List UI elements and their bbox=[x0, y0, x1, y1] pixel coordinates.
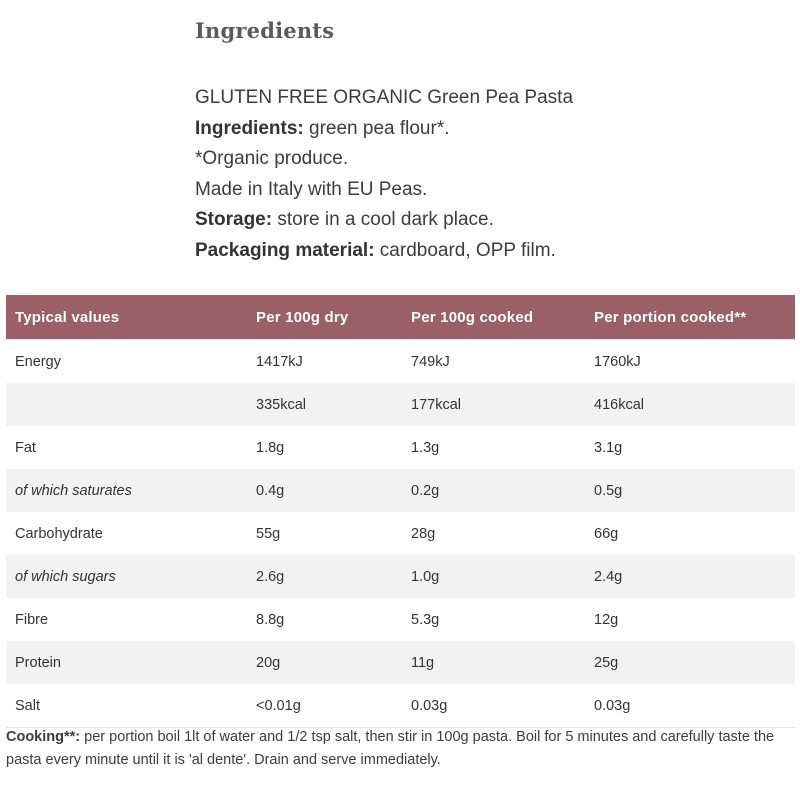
value-dry: 1.8g bbox=[247, 426, 402, 469]
nutrition-table bbox=[6, 295, 795, 728]
nutrition-header-row bbox=[6, 295, 795, 340]
table-row bbox=[6, 383, 795, 426]
value-cooked: 11g bbox=[402, 641, 585, 684]
table-row bbox=[6, 469, 795, 512]
row-label: of which saturates bbox=[6, 469, 247, 512]
header-typical-values: Typical values bbox=[6, 295, 247, 340]
storage-value: store in a cool dark place. bbox=[272, 209, 494, 231]
value-portion: 0.03g bbox=[585, 684, 795, 728]
row-label: Carbohydrate bbox=[6, 512, 247, 555]
table-row bbox=[6, 426, 795, 469]
ingredients-label: Ingredients: bbox=[195, 117, 304, 139]
header-per-100g-dry: Per 100g dry bbox=[247, 295, 402, 340]
value-cooked: 177kcal bbox=[402, 383, 585, 426]
value-portion: 1760kJ bbox=[585, 340, 795, 384]
value-dry: 20g bbox=[247, 641, 402, 684]
row-label bbox=[6, 383, 247, 426]
value-cooked: 1.0g bbox=[402, 555, 585, 598]
row-label: Fibre bbox=[6, 598, 247, 641]
cooking-text: per portion boil 1lt of water and 1/2 tsp salt, then stir in 100g pasta. Boil for 5 minutes and carefully taste the pasta every minute until it is 'al dente'. Drain and serve immediately. bbox=[6, 729, 775, 768]
row-label: Fat bbox=[6, 426, 247, 469]
value-dry: <0.01g bbox=[247, 684, 402, 728]
table-row bbox=[6, 598, 795, 641]
value-portion: 416kcal bbox=[585, 383, 795, 426]
row-label: of which sugars bbox=[6, 555, 247, 598]
value-dry: 0.4g bbox=[247, 469, 402, 512]
organic-note: *Organic produce. bbox=[195, 148, 349, 170]
packaging-label: Packaging material: bbox=[195, 239, 375, 261]
table-row bbox=[6, 641, 795, 684]
value-dry: 8.8g bbox=[247, 598, 402, 641]
value-dry: 55g bbox=[247, 512, 402, 555]
ingredients-line bbox=[195, 114, 785, 145]
table-row bbox=[6, 340, 795, 384]
cooking-label: Cooking**: bbox=[6, 729, 81, 745]
storage-label: Storage: bbox=[195, 209, 273, 231]
value-portion: 2.4g bbox=[585, 555, 795, 598]
value-cooked: 749kJ bbox=[402, 340, 585, 384]
value-portion: 3.1g bbox=[585, 426, 795, 469]
row-label: Energy bbox=[6, 340, 247, 384]
table-row bbox=[6, 512, 795, 555]
origin-line: Made in Italy with EU Peas. bbox=[195, 178, 428, 200]
value-dry: 1417kJ bbox=[247, 340, 402, 384]
row-label: Salt bbox=[6, 684, 247, 728]
table-row bbox=[6, 684, 795, 728]
value-cooked: 0.2g bbox=[402, 469, 585, 512]
section-heading: Ingredients bbox=[195, 18, 335, 43]
header-per-100g-cooked: Per 100g cooked bbox=[402, 295, 585, 340]
value-dry: 335kcal bbox=[247, 383, 402, 426]
value-portion: 66g bbox=[585, 512, 795, 555]
product-name: GLUTEN FREE ORGANIC Green Pea Pasta bbox=[195, 87, 574, 108]
product-info bbox=[195, 83, 785, 267]
value-portion: 0.5g bbox=[585, 469, 795, 512]
table-row bbox=[6, 555, 795, 598]
value-portion: 12g bbox=[585, 598, 795, 641]
value-cooked: 1.3g bbox=[402, 426, 585, 469]
value-portion: 25g bbox=[585, 641, 795, 684]
value-cooked: 0.03g bbox=[402, 684, 585, 728]
header-per-portion-cooked: Per portion cooked** bbox=[585, 295, 795, 340]
row-label: Protein bbox=[6, 641, 247, 684]
packaging-line bbox=[195, 236, 785, 267]
packaging-value: cardboard, OPP film. bbox=[374, 239, 556, 261]
cooking-instructions bbox=[6, 726, 796, 771]
ingredients-value: green pea flour*. bbox=[303, 117, 450, 139]
storage-line bbox=[195, 205, 785, 236]
value-dry: 2.6g bbox=[247, 555, 402, 598]
value-cooked: 5.3g bbox=[402, 598, 585, 641]
value-cooked: 28g bbox=[402, 512, 585, 555]
